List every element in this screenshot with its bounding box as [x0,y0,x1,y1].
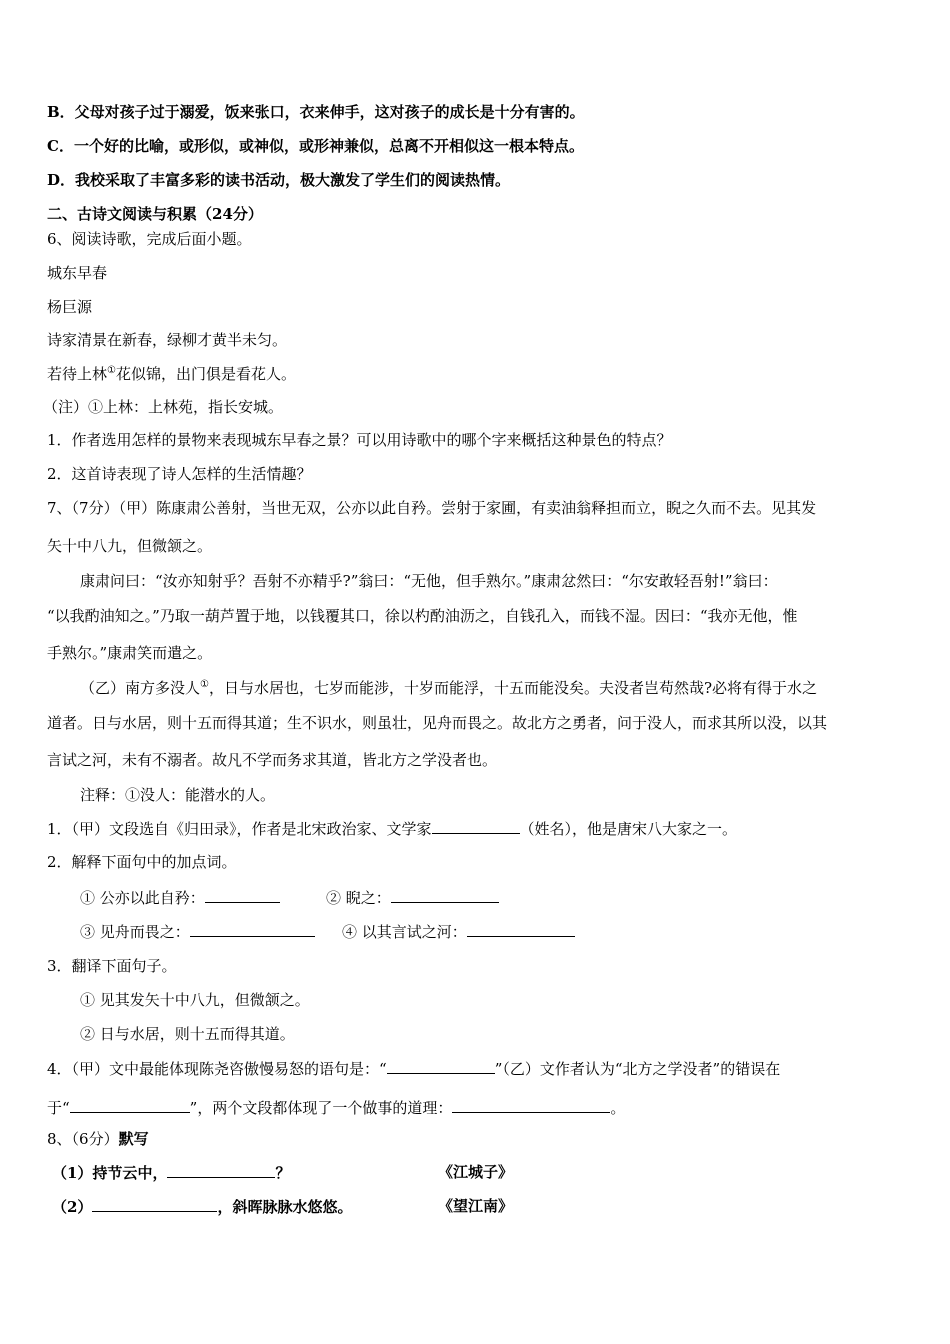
q7-sub1-a: 1．（甲）文段选自《归田录》，作者是北宋政治家、文学家 [47,820,432,838]
q7-sub4-line2 [47,1096,625,1119]
q7-sub4-line2-c: 。 [610,1099,626,1117]
answer-blank[interactable] [391,886,499,903]
poem-note: （注）①上林：上林苑，指长安城。 [43,398,284,416]
q7-sub1 [47,817,737,840]
q7-para1-line2: 矢十中八九，但微颔之。 [47,537,213,555]
q6-sub2: 2．这首诗表现了诗人怎样的生活情趣？ [47,465,312,483]
q7-sub3-item2: ② 日与水居，则十五而得其道。 [80,1025,295,1043]
choice-d: D．我校采取了丰富多彩的读书活动，极大激发了学生们的阅读热情。 [47,171,511,189]
answer-blank[interactable] [70,1096,190,1113]
poem-line-2-b: 花似锦，出门俱是看花人。 [115,365,296,383]
answer-blank[interactable] [92,1195,217,1212]
q8-heading [47,1128,149,1150]
q8-line2-source: 《望江南》 [438,1197,514,1215]
q7-sub2-item3 [80,920,315,943]
q8-line1-a: （1）持节云中， [52,1164,168,1182]
answer-blank[interactable] [452,1096,610,1113]
q8-line1-b: ？ [275,1164,291,1182]
answer-blank[interactable] [432,817,520,834]
q7-para2-line1: 康肃问曰：“汝亦知射乎？吾射不亦精乎?”翁曰：“无他，但手熟尔。”康肃忿然曰：“尔安敢轻吾射!”翁曰： [80,572,778,590]
q7-sub4-line1-b: ”（乙）文作者认为“北方之学没者”的错误在 [494,1060,781,1078]
q7-sub2: 2．解释下面句中的加点词。 [47,853,237,871]
q6-intro: 6、阅读诗歌，完成后面小题。 [47,230,252,248]
answer-blank[interactable] [467,920,575,937]
poem-line-2-a: 若待上林 [47,365,108,383]
poem-author: 杨巨源 [47,298,93,316]
q7-sub4-line1-a: 4．（甲）文中最能体现陈尧咨傲慢易怒的语句是：“ [47,1060,387,1078]
footnote-mark: ① [200,679,209,690]
q7-sub4-line2-b: ”，两个文段都体现了一个做事的道理： [189,1099,453,1117]
q7-sub2-item3-label: ③ 见舟而畏之： [80,923,190,941]
q7-sub2-item4-label: ④ 以其言试之河： [342,923,467,941]
poem-line-1: 诗家清景在新春，绿柳才黄半未匀。 [47,331,288,349]
section-title: 二、古诗文阅读与积累（24分） [47,205,263,223]
poem-line-2 [47,363,296,385]
answer-blank[interactable] [190,920,315,937]
answer-blank[interactable] [205,886,280,903]
footnote-mark: ① [107,365,116,376]
choice-b: B．父母对孩子过于溺爱，饭来张口，衣来伸手，这对孩子的成长是十分有害的。 [47,103,585,121]
q7-sub1-b: （姓名），他是唐宋八大家之一。 [519,820,738,838]
q7-para3-line1-b: ，日与水居也，七岁而能涉，十岁而能浮，十五而能没矣。夫没者岂苟然哉?必将有得于水之 [208,679,818,697]
q7-para3-line1-a: （乙）南方多没人 [80,679,201,697]
q7-sub2-item4 [342,920,575,943]
q7-para2-line3: 手熟尔。”康肃笑而遣之。 [47,644,213,662]
q8-heading-label: 默写 [118,1130,149,1148]
answer-blank[interactable] [167,1161,275,1178]
q6-sub1: 1．作者选用怎样的景物来表现城东早春之景？可以用诗歌中的哪个字来概括这种景色的特点？ [47,431,672,449]
q7-sub3: 3．翻译下面句子。 [47,957,177,975]
poem-title: 城东早春 [47,264,108,282]
q7-para3-line2: 道者。日与水居，则十五而得其道；生不识水，则虽壮，见舟而畏之。故北方之勇者，问于没人，而求其所以没，以其 [47,714,828,732]
q7-sub2-item2-label: ② 睨之： [326,889,391,907]
q7-sub3-item1: ① 见其发矢十中八九，但微颔之。 [80,991,310,1009]
q7-footnote: 注释：①没人：能潜水的人。 [80,786,276,804]
q7-sub4-line2-a: 于“ [47,1099,70,1117]
choice-c: C．一个好的比喻，或形似，或神似，或形神兼似，总离不开相似这一根本特点。 [47,137,584,155]
q7-para3-line1 [80,677,817,699]
q7-para2-line2: “以我酌油知之。”乃取一葫芦置于地，以钱覆其口，徐以杓酌油沥之，自钱孔入，而钱不湿。因曰：“我亦无他，惟 [47,607,798,625]
q7-sub4-line1 [47,1057,780,1080]
q8-heading-number: 8、（6分） [47,1130,119,1148]
answer-blank[interactable] [387,1057,495,1074]
q8-line1 [52,1161,290,1184]
q8-line2-b: ，斜晖脉脉水悠悠。 [217,1198,353,1216]
q7-sub2-item1 [80,886,280,909]
q8-line2 [52,1195,352,1218]
q8-line1-source: 《江城子》 [438,1163,514,1181]
q7-para1-line1: 7、（7分）（甲）陈康肃公善射，当世无双，公亦以此自矜。尝射于家圃，有卖油翁释担而立，睨之久而不去。见其发 [47,499,817,517]
q7-para3-line3: 言试之河，未有不溺者。故凡不学而务求其道，皆北方之学没者也。 [47,751,498,769]
q8-line2-a: （2） [52,1198,93,1216]
q7-sub2-item1-label: ① 公亦以此自矜： [80,889,205,907]
q7-sub2-item2 [326,886,499,909]
